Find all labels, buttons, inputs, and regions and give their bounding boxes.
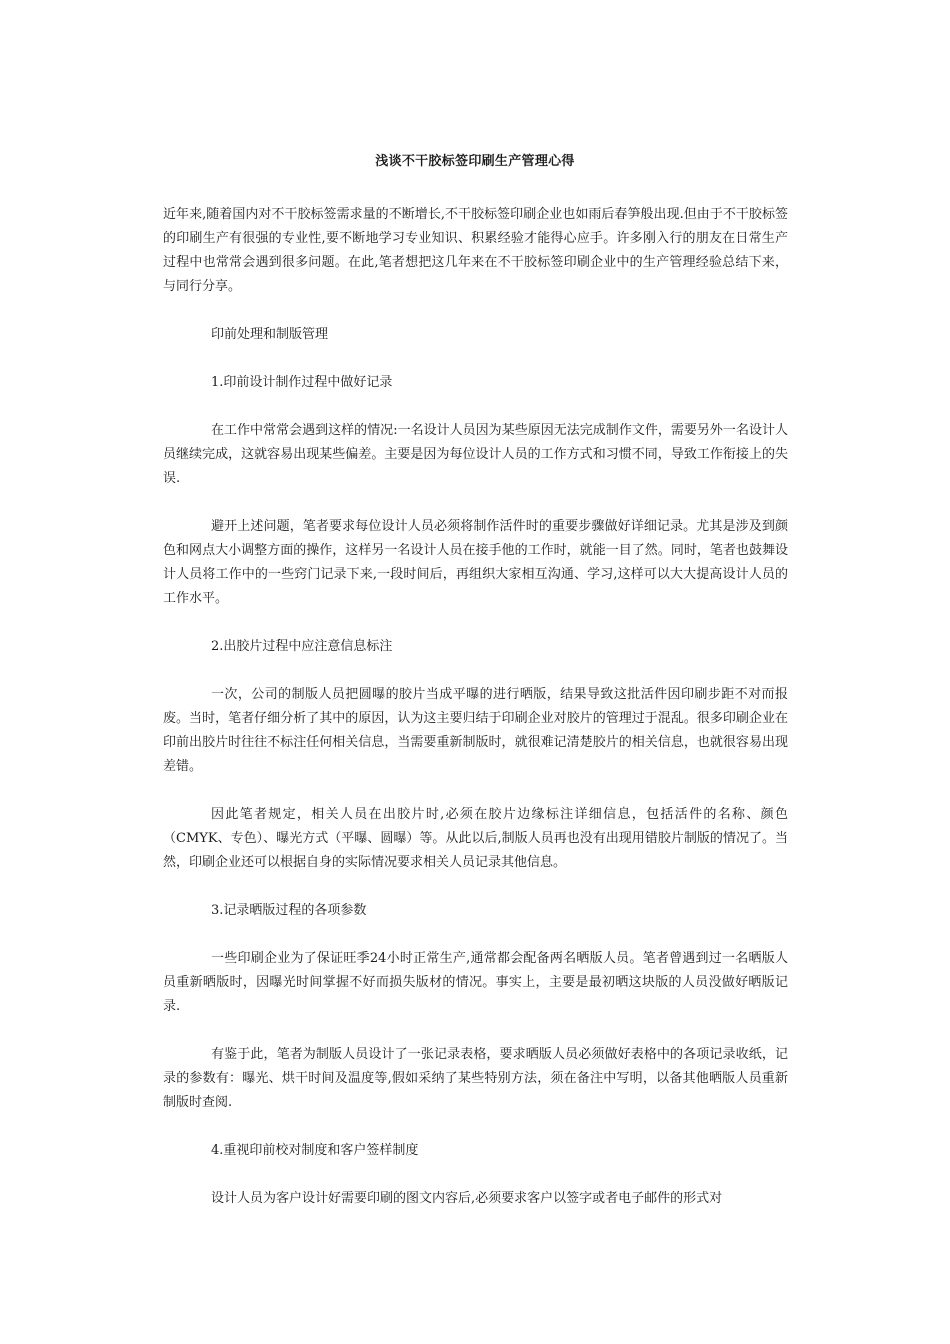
intro-paragraph: 近年来,随着国内对不干胶标签需求量的不断增长,不干胶标签印刷企业也如雨后春笋般出现.但由于不干胶标签的印刷生产有很强的专业性,要不断地学习专业知识、积累经验才能得心应手。许多刚入行的朋友在日常生产过程中也常常会遇到很多问题。在此,笔者想把这几年来在不干胶标签印刷企业中的生产管理经验总结下来，与同行分享。 (163, 207, 788, 294)
body-paragraph: 有鉴于此，笔者为制版人员设计了一张记录表格，要求晒版人员必须做好表格中的各项记录收纸，记录的参数有：曝光、烘干时间及温度等,假如采纳了某些特别方法，须在备注中写明，以备其他晒版人员重新制版时查阅. (163, 1047, 788, 1110)
body-paragraph: 避开上述问题，笔者要求每位设计人员必须将制作活件时的重要步骤做好详细记录。尤其是涉及到颜色和网点大小调整方面的操作，这样另一名设计人员在接手他的工作时，就能一目了然。同时，笔者也鼓舞设计人员将工作中的一些窍门记录下来,一段时间后，再组织大家相互沟通、学习,这样可以大大提高设计人员的工作水平。 (163, 519, 788, 606)
body-paragraph: 一次，公司的制版人员把圆曝的胶片当成平曝的进行晒版，结果导致这批活件因印刷步距不对而报废。当时，笔者仔细分析了其中的原因，认为这主要归结于印刷企业对胶片的管理过于混乱。很多印刷企业在印前出胶片时往往不标注任何相关信息，当需要重新制版时，就很难记清楚胶片的相关信息，也就很容易出现差错。 (163, 687, 788, 774)
subsection-heading-1: 1.印前设计制作过程中做好记录 (211, 375, 393, 390)
body-paragraph: 因此笔者规定，相关人员在出胶片时,必须在胶片边缘标注详细信息，包括活件的名称、颜色（CMYK、专色）、曝光方式（平曝、圆曝）等。从此以后,制版人员再也没有出现用错胶片制版的情况了。当然，印刷企业还可以根据自身的实际情况要求相关人员记录其他信息。 (163, 807, 788, 870)
body-paragraph: 一些印刷企业为了保证旺季24小时正常生产,通常都会配备两名晒版人员。笔者曾遇到过一名晒版人员重新晒版时，因曝光时间掌握不好而损失版材的情况。事实上，主要是最初晒这块版的人员没做好晒版记录. (163, 951, 788, 1014)
subsection-heading-4: 4.重视印前校对制度和客户签样制度 (211, 1143, 419, 1158)
subsection-heading-2: 2.出胶片过程中应注意信息标注 (211, 639, 393, 654)
section-heading-prepress: 印前处理和制版管理 (211, 327, 329, 342)
subsection-heading-3: 3.记录晒版过程的各项参数 (211, 903, 367, 918)
body-paragraph: 设计人员为客户设计好需要印刷的图文内容后,必须要求客户以签字或者电子邮件的形式对 (211, 1191, 723, 1206)
body-paragraph: 在工作中常常会遇到这样的情况:一名设计人员因为某些原因无法完成制作文件，需要另外一名设计人员继续完成，这就容易出现某些偏差。主要是因为每位设计人员的工作方式和习惯不同，导致工作衔接上的失误. (163, 423, 788, 486)
document-body (163, 203, 788, 1211)
document-title: 浅谈不干胶标签印刷生产管理心得 (375, 154, 575, 169)
